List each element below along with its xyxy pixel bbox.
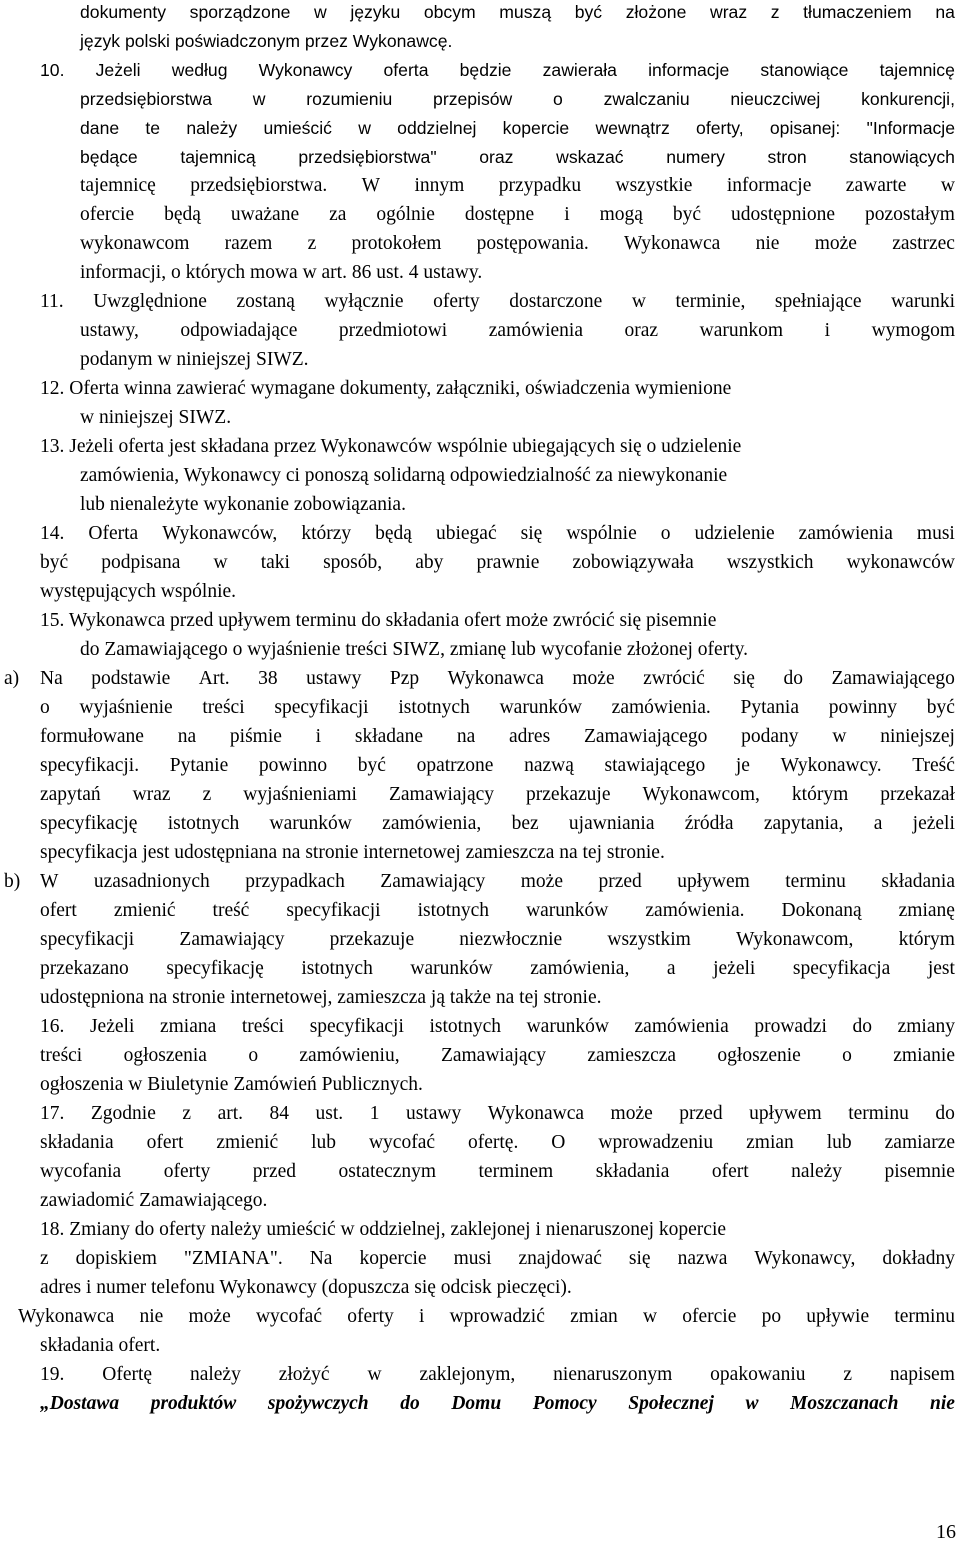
text-line: z dopiskiem "ZMIANA". Na kopercie musi znajdować się nazwa Wykonawcy, dokładny bbox=[40, 1248, 955, 1269]
text-line: ogłoszenia w Biuletynie Zamówień Publicznych. bbox=[40, 1074, 423, 1095]
text-line: formułowane na piśmie i składane na adres Zamawiającego podany w niniejszej bbox=[40, 726, 955, 747]
text-line: do Zamawiającego o wyjaśnienie treści SIWZ, zmianę lub wycofanie złożonej oferty. bbox=[80, 639, 748, 660]
text-line: składania ofert zmienić lub wycofać ofertę. O wprowadzeniu zmian lub zamiarze bbox=[40, 1132, 955, 1153]
text-line: 18. Zmiany do oferty należy umieścić w oddzielnej, zaklejonej i nienaruszonej kopercie bbox=[40, 1219, 727, 1240]
text-line: zawiadomić Zamawiającego. bbox=[40, 1190, 268, 1211]
text-line: ofercie będą uważane za ogólnie dostępne i mogą być udostępnione pozostałym bbox=[80, 204, 955, 225]
text-line: tajemnicę przedsiębiorstwa. W innym przypadku wszystkie informacje zawarte w bbox=[80, 175, 955, 196]
text-line: specyfikacji. Pytanie powinno być opatrzone nazwą stawiającego je Wykonawcy. Treść bbox=[40, 755, 955, 776]
text-line: specyfikacja jest udostępniana na stronie internetowej zamieszcza na tej stronie. bbox=[40, 842, 665, 863]
text-line: informacji, o których mowa w art. 86 ust. 4 ustawy. bbox=[80, 262, 483, 283]
list-marker-a: a) bbox=[4, 668, 20, 689]
text-line: 17. Zgodnie z art. 84 ust. 1 ustawy Wykonawca może przed upływem terminu do bbox=[40, 1103, 955, 1124]
list-marker-b: b) bbox=[4, 871, 21, 892]
text-line: 14. Oferta Wykonawców, którzy będą ubiegać się wspólnie o udzielenie zamówienia musi bbox=[40, 523, 955, 544]
text-line: adres i numer telefonu Wykonawcy (dopuszcza się odcisk pieczęci). bbox=[40, 1277, 572, 1298]
text-line: wykonawcom razem z protokołem postępowania. Wykonawca nie może zastrzec bbox=[80, 233, 955, 254]
text-line: „Dostawa produktów spożywczych do Domu Pomocy Społecznej w Moszczanach nie bbox=[40, 1393, 955, 1414]
text-line: przedsiębiorstwa w rozumieniu przepisów o zwalczaniu nieuczciwej konkurencji, bbox=[80, 89, 955, 109]
text-line: 19. Ofertę należy złożyć w zaklejonym, nienaruszonym opakowaniu z napisem bbox=[40, 1364, 955, 1385]
text-line: 11. Uwzględnione zostaną wyłącznie oferty dostarczone w terminie, spełniające warunki bbox=[40, 291, 955, 312]
text-line: będące tajemnicą przedsiębiorstwa" oraz wskazać numery stron stanowiących bbox=[80, 147, 955, 167]
text-line: dane te należy umieścić w oddzielnej kopercie wewnątrz oferty, opisanej: "Informacje bbox=[80, 118, 955, 138]
text-line: specyfikacji Zamawiający przekazuje niezwłocznie wszystkim Wykonawcom, którym bbox=[40, 929, 955, 950]
text-line: przekazano specyfikację istotnych warunków zamówienia, a jeżeli specyfikacja jest bbox=[40, 958, 955, 979]
text-line: składania ofert. bbox=[40, 1335, 161, 1356]
text-line: być podpisana w taki sposób, aby prawnie zobowiązywała wszystkich wykonawców bbox=[40, 552, 955, 573]
text-line: Na podstawie Art. 38 ustawy Pzp Wykonawca może zwrócić się do Zamawiającego bbox=[40, 668, 955, 689]
text-line: zapytań wraz z wyjaśnieniami Zamawiający przekazuje Wykonawcom, którym przekazał bbox=[40, 784, 955, 805]
text-line: język polski poświadczonym przez Wykonawcę. bbox=[80, 31, 453, 51]
text-line: Wykonawca nie może wycofać oferty i wprowadzić zmian w ofercie po upływie terminu bbox=[18, 1306, 955, 1327]
text-line: występujących wspólnie. bbox=[40, 581, 237, 602]
text-line: udostępniona na stronie internetowej, zamieszcza ją także na tej stronie. bbox=[40, 987, 602, 1008]
text-line: w niniejszej SIWZ. bbox=[80, 407, 232, 428]
text-line: ustawy, odpowiadające przedmiotowi zamówienia oraz warunkom i wymogom bbox=[80, 320, 955, 341]
text-line: W uzasadnionych przypadkach Zamawiający może przed upływem terminu składania bbox=[40, 871, 955, 892]
text-line: zamówienia, Wykonawcy ci ponoszą solidarną odpowiedzialność za niewykonanie bbox=[80, 465, 728, 486]
text-line: 13. Jeżeli oferta jest składana przez Wykonawców wspólnie ubiegających się o udzielenie bbox=[40, 436, 742, 457]
text-line: o wyjaśnienie treści specyfikacji istotnych warunków zamówienia. Pytania powinny być bbox=[40, 697, 955, 718]
text-line: 15. Wykonawca przed upływem terminu do składania ofert może zwrócić się pisemnie bbox=[40, 610, 717, 631]
text-line: ofert zmienić treść specyfikacji istotnych warunków zamówienia. Dokonaną zmianę bbox=[40, 900, 955, 921]
text-line: lub nienależyte wykonanie zobowiązania. bbox=[80, 494, 406, 515]
text-line: wycofania oferty przed ostatecznym terminem składania ofert należy pisemnie bbox=[40, 1161, 955, 1182]
text-line: specyfikację istotnych warunków zamówienia, bez ujawniania źródła zapytania, a jeżeli bbox=[40, 813, 955, 834]
text-line: treści ogłoszenia o zamówieniu, Zamawiający zamieszcza ogłoszenie o zmianie bbox=[40, 1045, 955, 1066]
text-line: dokumenty sporządzone w języku obcym muszą być złożone wraz z tłumaczeniem na bbox=[80, 2, 955, 22]
text-line: podanym w niniejszej SIWZ. bbox=[80, 349, 309, 370]
text-line: 16. Jeżeli zmiana treści specyfikacji istotnych warunków zamówienia prowadzi do zmiany bbox=[40, 1016, 955, 1037]
page-number: 16 bbox=[936, 1521, 956, 1543]
text-line: 12. Oferta winna zawierać wymagane dokumenty, załączniki, oświadczenia wymienione bbox=[40, 378, 732, 399]
text-line: 10. Jeżeli według Wykonawcy oferta będzie zawierała informacje stanowiące tajemnicę bbox=[40, 60, 955, 80]
